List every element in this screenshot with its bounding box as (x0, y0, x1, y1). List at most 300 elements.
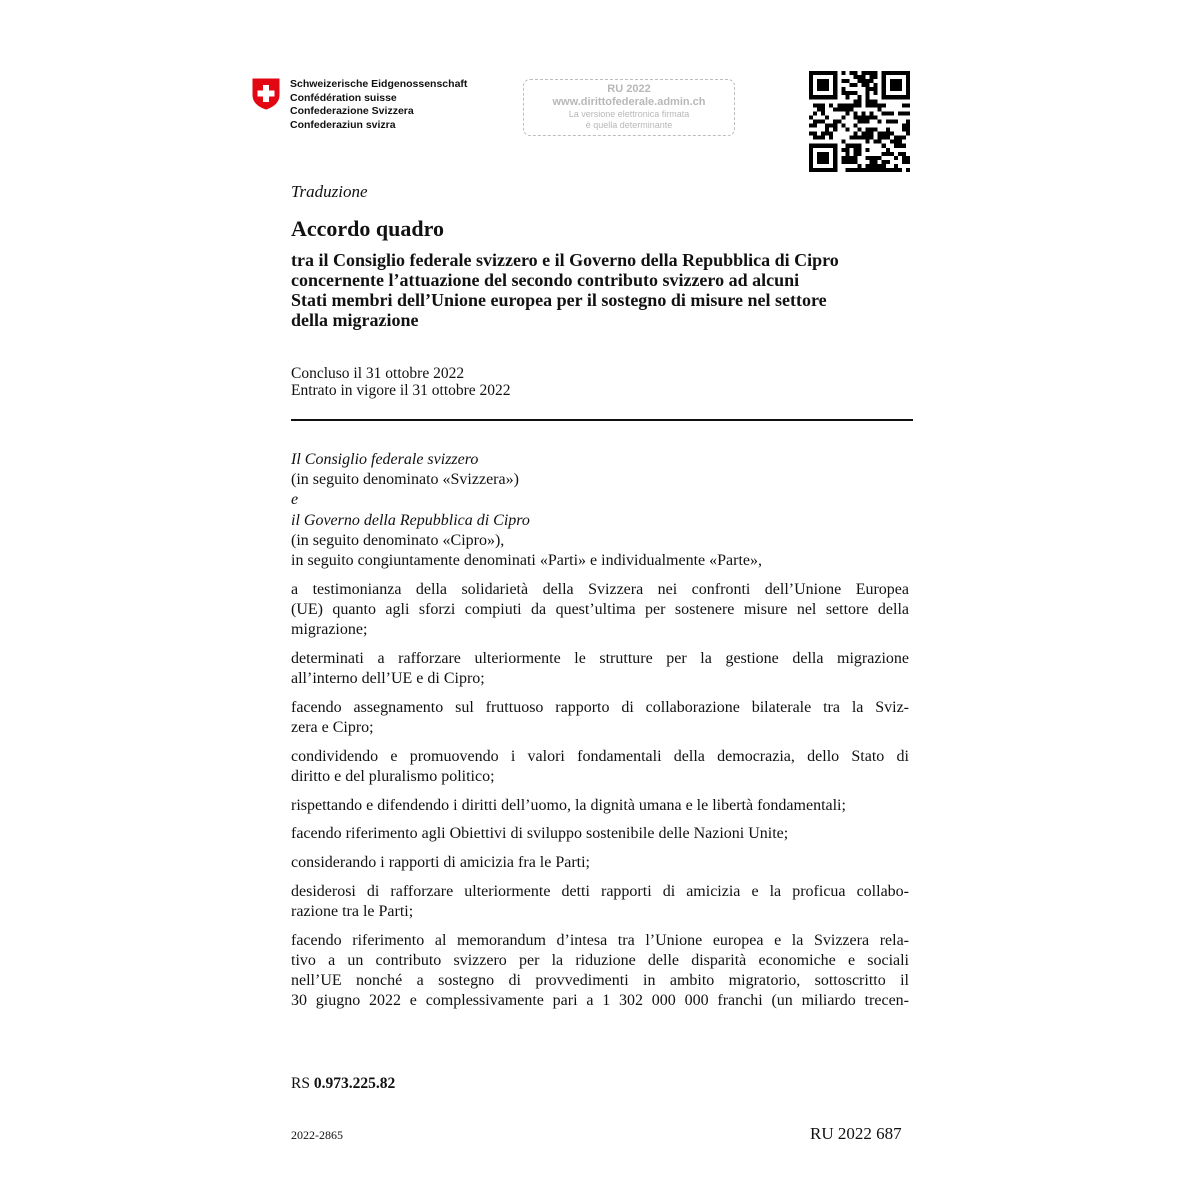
qr-module (821, 132, 825, 136)
qr-module (902, 160, 906, 164)
qr-module (862, 115, 866, 119)
qr-module (845, 156, 849, 160)
qr-module (809, 79, 813, 83)
qr-module (906, 75, 910, 79)
qr-module (894, 136, 898, 140)
qr-module (853, 99, 857, 103)
qr-module (886, 136, 890, 140)
paragraph-line: rispettando e difendendo i diritti dell’uomo, la dignità umana e le libertà fondamentali; (291, 796, 846, 814)
party-cyprus-note: (in seguito denominato «Cipro»), (291, 531, 505, 549)
qr-module (882, 103, 886, 107)
qr-module (809, 144, 813, 148)
paragraph-line: determinati a rafforzare ulteriormente le strutture per la gestione della migrazione (291, 649, 909, 667)
qr-module (894, 71, 898, 75)
qr-module (809, 160, 813, 164)
qr-module (825, 168, 829, 172)
qr-module (902, 144, 906, 148)
qr-module (870, 128, 874, 132)
qr-module (902, 152, 906, 156)
qr-module (898, 140, 902, 144)
qr-module (825, 115, 829, 119)
qr-module (906, 83, 910, 87)
qr-code-icon[interactable] (809, 71, 910, 172)
confederation-name-it: Confederazione Svizzera (290, 105, 414, 117)
confederation-name-de: Schweizerische Eidgenossenschaft (290, 78, 468, 90)
qr-module (833, 160, 837, 164)
qr-module (894, 83, 898, 87)
qr-module (878, 164, 882, 168)
qr-module (894, 95, 898, 99)
qr-module (825, 79, 829, 83)
qr-module (874, 83, 878, 87)
qr-module (817, 95, 821, 99)
rs-prefix: RS (291, 1075, 310, 1092)
qr-module (857, 103, 861, 107)
qr-module (890, 79, 894, 83)
paragraph-line: migrazione; (291, 621, 368, 639)
qr-module (906, 111, 910, 115)
qr-module (862, 75, 866, 79)
qr-module (825, 83, 829, 87)
qr-module (866, 119, 870, 123)
paragraph-line: nell’UE nonché a sostegno di provvedimenti in ambito migratorio, sottoscritto il (291, 971, 909, 989)
qr-module (813, 71, 817, 75)
qr-module (898, 71, 902, 75)
qr-module (894, 79, 898, 83)
qr-module (866, 87, 870, 91)
qr-module (833, 87, 837, 91)
qr-module (902, 71, 906, 75)
qr-module (821, 87, 825, 91)
qr-module (813, 144, 817, 148)
document-code: 2022-2865 (291, 1128, 343, 1142)
qr-module (857, 164, 861, 168)
paragraph-line: facendo assegnamento sul fruttuoso rapporto di collaborazione bilaterale tra la Sviz- (291, 698, 909, 716)
qr-module (890, 168, 894, 172)
qr-module (853, 111, 857, 115)
qr-module (857, 128, 861, 132)
qr-module (857, 152, 861, 156)
qr-module (862, 79, 866, 83)
qr-module (886, 168, 890, 172)
qr-module (809, 87, 813, 91)
qr-module (821, 71, 825, 75)
document-dates (291, 365, 511, 399)
qr-module (906, 160, 910, 164)
qr-module (809, 75, 813, 79)
qr-module (870, 156, 874, 160)
qr-module (845, 128, 849, 132)
subtitle-line: della migrazione (291, 310, 419, 330)
qr-module (825, 87, 829, 91)
page-title: Accordo quadro (291, 216, 444, 241)
qr-module (886, 95, 890, 99)
electronic-version-stamp (523, 79, 735, 136)
preamble-paragraph (291, 853, 909, 873)
qr-module (845, 107, 849, 111)
qr-module (833, 95, 837, 99)
qr-module (825, 156, 829, 160)
qr-module (894, 87, 898, 91)
qr-module (902, 156, 906, 160)
qr-module (849, 71, 853, 75)
qr-module (874, 140, 878, 144)
qr-module (853, 91, 857, 95)
qr-module (878, 156, 882, 160)
qr-module (817, 71, 821, 75)
qr-module (874, 128, 878, 132)
paragraph-line: considerando i rapporti di amicizia fra le Parti; (291, 853, 590, 871)
qr-module (862, 132, 866, 136)
qr-module (821, 136, 825, 140)
qr-module (853, 160, 857, 164)
qr-module (845, 168, 849, 172)
stamp-url[interactable]: www.dirittofederale.admin.ch (552, 96, 706, 108)
qr-module (874, 71, 878, 75)
qr-module (886, 71, 890, 75)
party-cyprus: il Governo della Repubblica di Cipro (291, 511, 530, 529)
qr-module (890, 152, 894, 156)
preamble-paragraph (291, 698, 909, 738)
qr-module (833, 71, 837, 75)
qr-module (813, 136, 817, 140)
qr-module (813, 95, 817, 99)
qr-module (878, 136, 882, 140)
qr-module (833, 128, 837, 132)
qr-module (833, 152, 837, 156)
qr-module (817, 83, 821, 87)
qr-module (870, 111, 874, 115)
qr-module (857, 75, 861, 79)
qr-module (866, 148, 870, 152)
qr-module (882, 95, 886, 99)
qr-module (853, 168, 857, 172)
qr-module (833, 83, 837, 87)
qr-module (857, 148, 861, 152)
qr-module (833, 119, 837, 123)
qr-module (857, 95, 861, 99)
qr-module (906, 103, 910, 107)
qr-module (906, 71, 910, 75)
qr-module (906, 128, 910, 132)
qr-module (829, 132, 833, 136)
paragraph-line: tivo a un contributo svizzero per la riduzione delle disparità economiche e sociali (291, 951, 909, 969)
qr-module (866, 136, 870, 140)
qr-module (857, 79, 861, 83)
qr-module (841, 124, 845, 128)
qr-module (833, 107, 837, 111)
qr-module (845, 111, 849, 115)
qr-module (821, 144, 825, 148)
qr-module (829, 168, 833, 172)
subtitle-line: concernente l’attuazione del secondo contributo svizzero ad alcuni (291, 270, 800, 290)
qr-module (870, 71, 874, 75)
paragraph-line: razione tra le Parti; (291, 902, 414, 920)
qr-module (841, 91, 845, 95)
qr-module (882, 79, 886, 83)
qr-module (874, 87, 878, 91)
qr-module (878, 168, 882, 172)
qr-module (886, 111, 890, 115)
qr-module (890, 87, 894, 91)
qr-module (882, 111, 886, 115)
rs-number: 0.973.225.82 (313, 1075, 396, 1092)
qr-module (845, 160, 849, 164)
qr-module (857, 99, 861, 103)
qr-module (874, 168, 878, 172)
qr-module (853, 152, 857, 156)
qr-module (866, 115, 870, 119)
qr-module (894, 119, 898, 123)
preamble-paragraph (291, 649, 909, 689)
qr-module (906, 132, 910, 136)
qr-module (870, 99, 874, 103)
qr-module (874, 99, 878, 103)
qr-module (878, 103, 882, 107)
qr-module (821, 152, 825, 156)
qr-module (829, 136, 833, 140)
qr-module (870, 168, 874, 172)
qr-module (821, 156, 825, 160)
qr-module (829, 95, 833, 99)
qr-module (809, 168, 813, 172)
qr-module (902, 136, 906, 140)
qr-module (898, 83, 902, 87)
qr-module (857, 144, 861, 148)
qr-module (845, 79, 849, 83)
qr-module (853, 136, 857, 140)
qr-module (906, 168, 910, 172)
qr-module (866, 164, 870, 168)
rs-reference (291, 1075, 395, 1093)
qr-module (862, 136, 866, 140)
qr-module (878, 140, 882, 144)
qr-module (878, 119, 882, 123)
qr-module (833, 144, 837, 148)
qr-module (866, 132, 870, 136)
qr-module (902, 128, 906, 132)
qr-module (837, 103, 841, 107)
qr-module (809, 91, 813, 95)
qr-module (809, 124, 813, 128)
qr-module (853, 144, 857, 148)
qr-module (841, 160, 845, 164)
qr-module (862, 111, 866, 115)
qr-module (886, 128, 890, 132)
party-swiss: Il Consiglio federale svizzero (291, 451, 479, 468)
qr-module (886, 119, 890, 123)
qr-module (882, 132, 886, 136)
qr-module (882, 83, 886, 87)
qr-module (853, 132, 857, 136)
qr-module (882, 168, 886, 172)
qr-module (906, 95, 910, 99)
qr-module (857, 168, 861, 172)
qr-module (894, 168, 898, 172)
qr-module (849, 107, 853, 111)
ru-reference: RU 2022 687 (810, 1124, 902, 1143)
parties-collective: in seguito congiuntamente denominati «Parti» e individualmente «Parte», (291, 552, 763, 570)
qr-module (866, 103, 870, 107)
qr-module (817, 107, 821, 111)
qr-module (829, 71, 833, 75)
qr-module (821, 119, 825, 123)
paragraph-line: facendo riferimento al memorandum d’intesa tra l’Unione europea e la Svizzera rela- (291, 931, 909, 949)
qr-module (833, 164, 837, 168)
qr-module (870, 115, 874, 119)
qr-module (833, 148, 837, 152)
qr-module (866, 140, 870, 144)
qr-module (862, 168, 866, 172)
qr-module (886, 152, 890, 156)
qr-module (809, 132, 813, 136)
qr-module (841, 103, 845, 107)
swiss-cross-icon (252, 78, 280, 110)
subtitle-line: tra il Consiglio federale svizzero e il Governo della Repubblica di Cipro (291, 250, 839, 270)
qr-module (866, 99, 870, 103)
qr-module (890, 95, 894, 99)
qr-module (817, 144, 821, 148)
qr-module (841, 140, 845, 144)
qr-module (890, 119, 894, 123)
qr-module (857, 136, 861, 140)
qr-module (902, 95, 906, 99)
qr-module (906, 87, 910, 91)
qr-module (866, 71, 870, 75)
qr-module (825, 95, 829, 99)
qr-module (866, 168, 870, 172)
qr-module (825, 160, 829, 164)
qr-module (829, 103, 833, 107)
qr-module (813, 119, 817, 123)
qr-module (898, 136, 902, 140)
qr-module (849, 91, 853, 95)
stamp-note-1: La versione elettronica firmata (568, 109, 690, 119)
qr-module (857, 119, 861, 123)
qr-module (841, 107, 845, 111)
paragraph-line: zera e Cipro; (291, 718, 374, 736)
qr-module (825, 144, 829, 148)
qr-module (874, 164, 878, 168)
qr-module (853, 71, 857, 75)
qr-module (837, 119, 841, 123)
qr-module (870, 164, 874, 168)
qr-module (833, 75, 837, 79)
qr-module (853, 103, 857, 107)
qr-module (833, 156, 837, 160)
qr-module (882, 71, 886, 75)
confederation-name-fr: Confédération suisse (290, 91, 397, 104)
qr-module (809, 95, 813, 99)
stamp-note-2: è quella determinante (585, 120, 673, 130)
qr-module (817, 136, 821, 140)
qr-module (853, 156, 857, 160)
qr-module (841, 148, 845, 152)
qr-module (862, 119, 866, 123)
qr-module (849, 144, 853, 148)
qr-module (886, 160, 890, 164)
qr-module (882, 136, 886, 140)
qr-module (898, 87, 902, 91)
preamble-paragraph (291, 796, 909, 816)
preamble-paragraph (291, 580, 909, 641)
qr-module (866, 156, 870, 160)
qr-module (809, 152, 813, 156)
qr-module (894, 164, 898, 168)
preamble-paragraph (291, 747, 909, 787)
qr-module (829, 144, 833, 148)
qr-module (866, 95, 870, 99)
qr-module (866, 128, 870, 132)
preamble-paragraph (291, 882, 909, 922)
qr-module (870, 136, 874, 140)
qr-module (817, 79, 821, 83)
paragraph-line: (UE) quanto agli sforzi compiuti da quest’ultima per sostenere misure nel settore della (291, 600, 909, 618)
qr-module (898, 79, 902, 83)
concluded-date: Concluso il 31 ottobre 2022 (291, 365, 465, 382)
divider (291, 419, 913, 421)
paragraph-line: a testimonianza della solidarietà della Svizzera nei confronti dell’Unione Europea (291, 580, 909, 598)
qr-module (849, 83, 853, 87)
qr-module (882, 87, 886, 91)
qr-module (845, 148, 849, 152)
qr-module (833, 79, 837, 83)
qr-module (853, 83, 857, 87)
paragraph-line: diritto e del pluralismo politico; (291, 767, 495, 785)
qr-module (882, 75, 886, 79)
qr-module (841, 71, 845, 75)
qr-module (845, 91, 849, 95)
qr-module (890, 140, 894, 144)
qr-module (837, 107, 841, 111)
qr-module (817, 119, 821, 123)
qr-module (886, 148, 890, 152)
qr-module (894, 144, 898, 148)
qr-module (906, 79, 910, 83)
party-swiss-note: (in seguito denominato «Svizzera») (291, 471, 519, 489)
qr-module (882, 152, 886, 156)
qr-module (870, 75, 874, 79)
qr-module (906, 156, 910, 160)
qr-module (825, 124, 829, 128)
qr-module (825, 71, 829, 75)
qr-module (862, 71, 866, 75)
qr-module (878, 107, 882, 111)
qr-module (866, 79, 870, 83)
qr-module (902, 111, 906, 115)
qr-module (813, 168, 817, 172)
qr-module (870, 87, 874, 91)
document-body (291, 450, 909, 1011)
qr-module (821, 95, 825, 99)
qr-module (882, 91, 886, 95)
qr-module (894, 156, 898, 160)
paragraph-line: condividendo e promuovendo i valori fondamentali della democrazia, dello Stato di (291, 747, 909, 765)
qr-module (882, 164, 886, 168)
qr-module (906, 91, 910, 95)
qr-module (845, 103, 849, 107)
qr-module (894, 140, 898, 144)
qr-module (862, 83, 866, 87)
qr-module (833, 168, 837, 172)
qr-module (890, 71, 894, 75)
qr-module (825, 132, 829, 136)
qr-module (809, 156, 813, 160)
in-force-date: Entrato in vigore il 31 ottobre 2022 (291, 382, 511, 399)
qr-module (817, 160, 821, 164)
preamble-paragraph (291, 931, 909, 1012)
paragraph-line: desiderosi di rafforzare ulteriormente detti rapporti di amicizia e la proficua collabo- (291, 882, 909, 900)
